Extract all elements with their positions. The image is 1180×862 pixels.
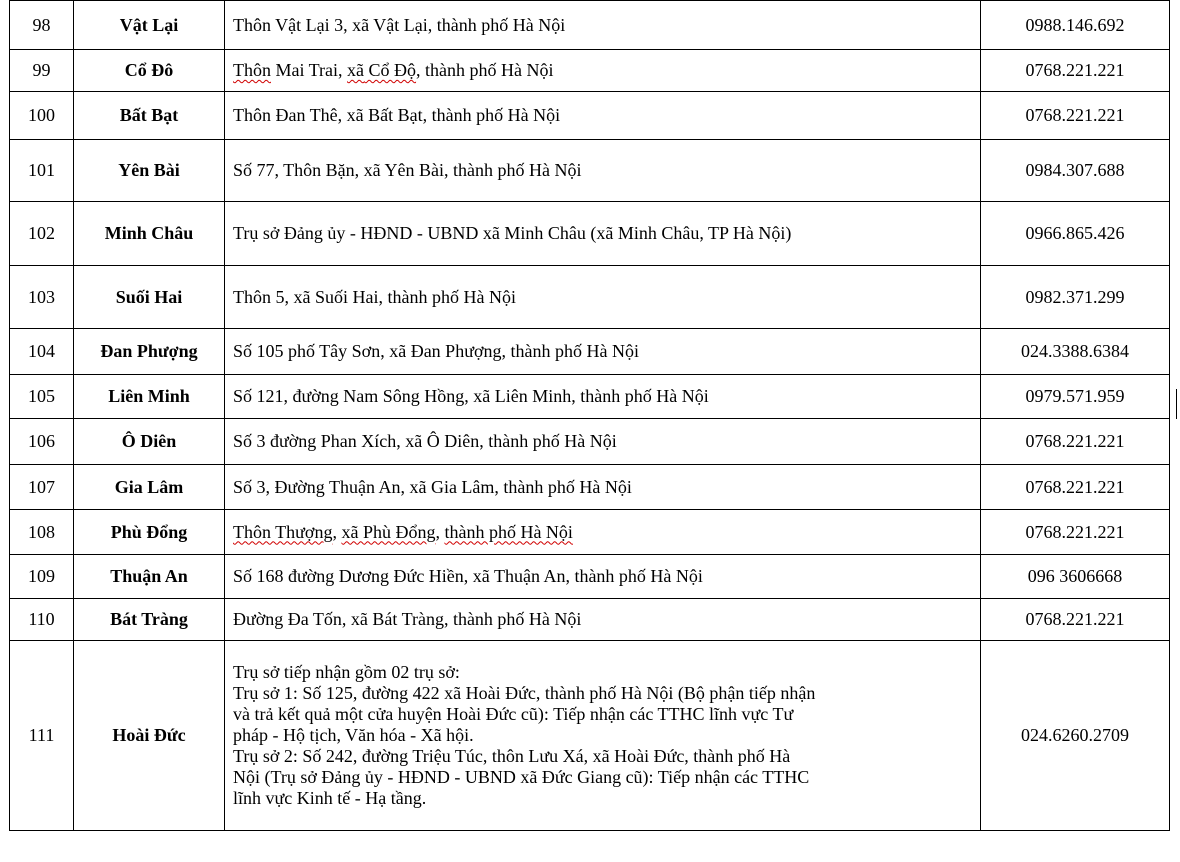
address-line: Nội (Trụ sở Đảng ủy - HĐND - UBND xã Đức Giang cũ): Tiếp nhận các TTHC [233,767,810,787]
phone-number: 024.3388.6384 [981,329,1170,375]
commune-name: Vật Lại [74,1,225,50]
commune-name: Suối Hai [74,266,225,329]
commune-name: Thuận An [74,555,225,599]
row-number: 107 [10,465,74,510]
table-row [10,465,1170,510]
address-text: , [435,521,445,542]
row-number: 109 [10,555,74,599]
office-address: Số 121, đường Nam Sông Hồng, xã Liên Minh, thành phố Hà Nội [225,375,981,419]
table-row [10,375,1170,419]
row-number: 100 [10,92,74,140]
address-text: Mai Trai, [275,60,348,80]
table-row [10,641,1170,831]
address-text: , thành phố Hà Nội [416,60,554,80]
table-row [10,1,1170,50]
spellcheck-word: thành phố Hà Nội [444,521,573,542]
address-line: Trụ sở 2: Số 242, đường Triệu Túc, thôn Lưu Xá, xã Hoài Đức, thành phố Hà [233,746,791,766]
address-line: và trả kết quả một cửa huyện Hoài Đức cũ): Tiếp nhận các TTHC lĩnh vực Tư [233,704,794,724]
office-address: Số 168 đường Dương Đức Hiền, xã Thuận An, thành phố Hà Nội [225,555,981,599]
phone-number: 0768.221.221 [981,510,1170,555]
office-address [225,641,981,831]
table-row [10,140,1170,202]
text-cursor [1176,389,1177,419]
office-address: Số 77, Thôn Bặn, xã Yên Bài, thành phố Hà Nội [225,140,981,202]
address-line: pháp - Hộ tịch, Văn hóa - Xã hội. [233,725,474,745]
row-number: 108 [10,510,74,555]
office-directory-table [9,0,1170,831]
phone-number: 0979.571.959 [981,375,1170,419]
phone-number: 0768.221.221 [981,599,1170,641]
phone-number: 0984.307.688 [981,140,1170,202]
row-number: 103 [10,266,74,329]
table-row [10,266,1170,329]
phone-number: 024.6260.2709 [981,641,1170,831]
commune-name: Minh Châu [74,202,225,266]
phone-number: 0966.865.426 [981,202,1170,266]
table-row [10,92,1170,140]
spellcheck-word: Thôn Thượng [233,521,333,542]
table-row [10,510,1170,555]
commune-name: Ô Diên [74,419,225,465]
table-row [10,555,1170,599]
address-line: Trụ sở tiếp nhận gồm 02 trụ sở: [233,662,460,682]
phone-number: 0768.221.221 [981,92,1170,140]
row-number: 106 [10,419,74,465]
phone-number: 0988.146.692 [981,1,1170,50]
row-number: 104 [10,329,74,375]
phone-number: 096 3606668 [981,555,1170,599]
commune-name: Gia Lâm [74,465,225,510]
office-address [225,510,981,555]
table-row [10,202,1170,266]
address-text: , [332,521,342,542]
office-address: Số 3 đường Phan Xích, xã Ô Diên, thành phố Hà Nội [225,419,981,465]
row-number: 99 [10,50,74,92]
office-address: Trụ sở Đảng ủy - HĐND - UBND xã Minh Châu (xã Minh Châu, TP Hà Nội) [225,202,981,266]
spellcheck-word: Cổ Độ [364,60,417,80]
commune-name: Yên Bài [74,140,225,202]
row-number: 102 [10,202,74,266]
office-address: Đường Đa Tốn, xã Bát Tràng, thành phố Hà Nội [225,599,981,641]
commune-name: Cổ Đô [74,50,225,92]
commune-name: Bất Bạt [74,92,225,140]
office-address [225,50,981,92]
row-number: 110 [10,599,74,641]
office-address: Thôn 5, xã Suối Hai, thành phố Hà Nội [225,266,981,329]
office-address: Thôn Đan Thê, xã Bất Bạt, thành phố Hà Nội [225,92,981,140]
phone-number: 0768.221.221 [981,465,1170,510]
row-number: 101 [10,140,74,202]
address-line: Trụ sở 1: Số 125, đường 422 xã Hoài Đức, thành phố Hà Nội (Bộ phận tiếp nhận [233,683,816,703]
spellcheck-word: xã [347,60,365,80]
phone-number: 0982.371.299 [981,266,1170,329]
table-row [10,50,1170,92]
commune-name: Liên Minh [74,375,225,419]
spellcheck-word: xã Phù Đổng [341,521,436,542]
row-number: 98 [10,1,74,50]
table-row [10,419,1170,465]
office-address: Thôn Vật Lại 3, xã Vật Lại, thành phố Hà Nội [225,1,981,50]
phone-number: 0768.221.221 [981,50,1170,92]
row-number: 111 [10,641,74,831]
phone-number: 0768.221.221 [981,419,1170,465]
commune-name: Bát Tràng [74,599,225,641]
address-line: lĩnh vực Kinh tế - Hạ tầng. [233,788,427,808]
commune-name: Đan Phượng [74,329,225,375]
commune-name: Phù Đổng [74,510,225,555]
office-address: Số 105 phố Tây Sơn, xã Đan Phượng, thành phố Hà Nội [225,329,981,375]
office-address: Số 3, Đường Thuận An, xã Gia Lâm, thành phố Hà Nội [225,465,981,510]
table-row [10,599,1170,641]
table-row [10,329,1170,375]
commune-name: Hoài Đức [74,641,225,831]
spellcheck-word: Thôn [233,60,271,80]
row-number: 105 [10,375,74,419]
